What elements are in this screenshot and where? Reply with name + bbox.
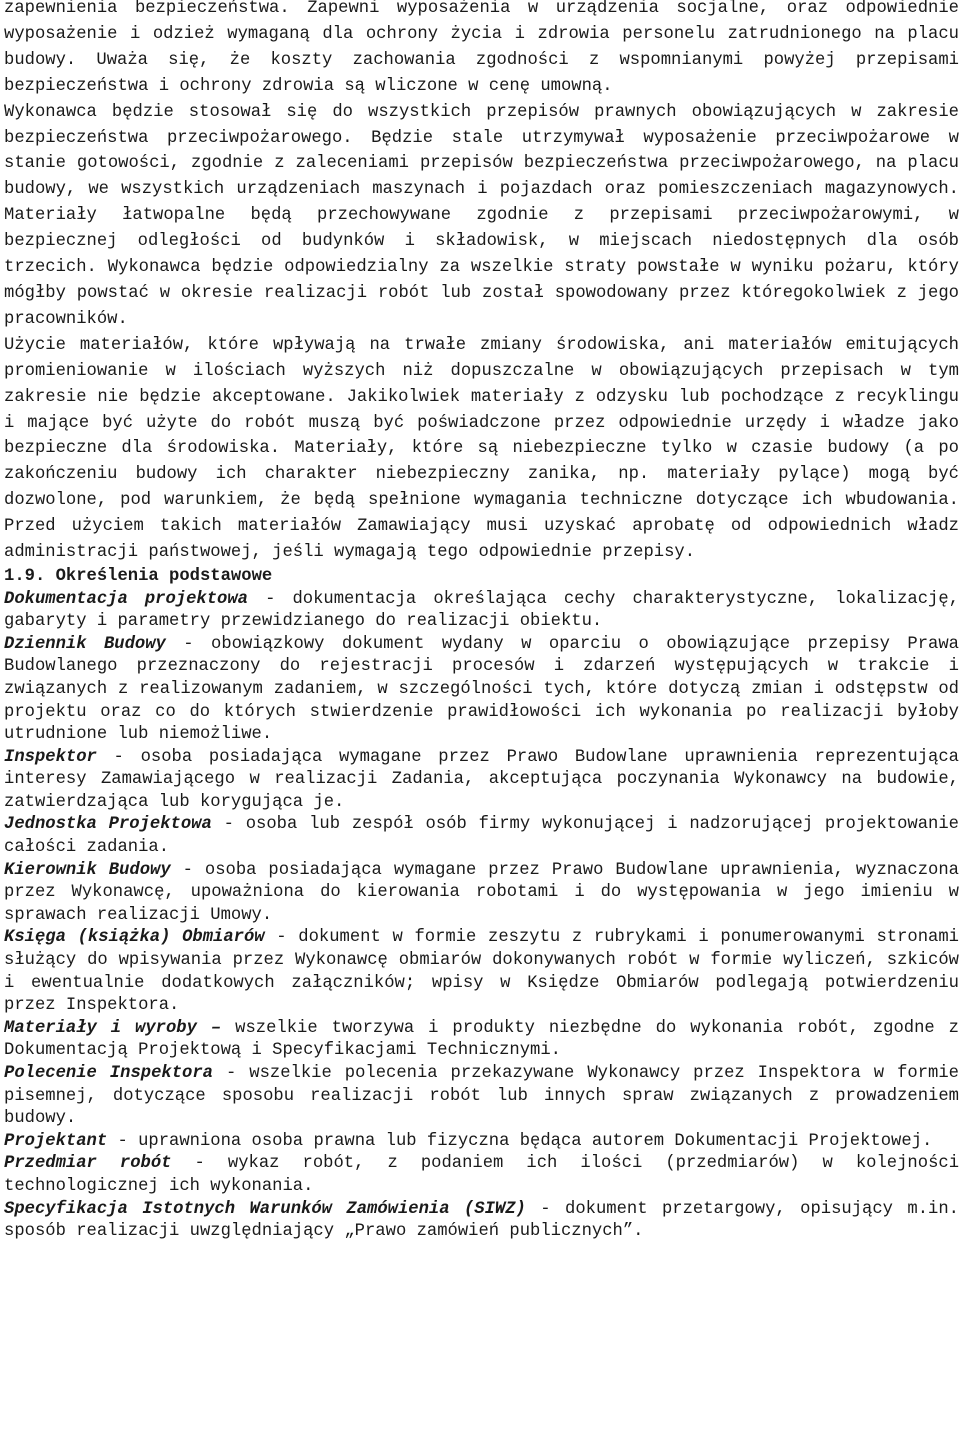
definition-inspektor (4, 747, 959, 815)
definition-text: - dokument przetargowy, opisujący m.in. sposób realizacji uwzględniający „Prawo zamówień publicznych”. (4, 1199, 959, 1242)
definition-ksiega (4, 927, 959, 1017)
paragraph-materials: Użycie materiałów, które wpływają na trwałe zmiany środowiska, ani materiałów emitujących promieniowanie w ilościach wyższych niż dopuszczalne w obowiązujących przepisach w tym zakresie nie będzie akceptowane. Jakikolwiek materiały z odzysku lub pochodzące z recyklingu i mające być użyte do robót muszą być poświadczone przez odpowiednie urzędy i władze jako bezpieczne dla środowiska. Materiały, które są niebezpieczne tylko w czasie budowy (a po zakończeniu budowy ich charakter niebezpieczny zanika, np. materiały pylące) mogą być dozwolone, pod warunkiem, że będą spełnione wymagania techniczne dotyczące ich wbudowania. Przed użyciem takich materiałów Zamawiający musi uzyskać aprobatę od odpowiednich władz administracji państwowej, jeśli wymagają tego odpowiednie przepisy. (4, 335, 959, 563)
definition-text: - obowiązkowy dokument wydany w oparciu o obowiązujące przepisy Prawa Budowlanego przeznaczony do rejestracji procesów i zdarzeń występujących w trakcie i związanych z realizowanym zadaniem, w szczególności tych, które dotyczą zmian i odstępstw od projektu oraz co do których stwierdzenie prawidłowości ich wykonania po realizacji byłoby utrudnione lub niemożliwe. (4, 634, 960, 745)
definition-term: Jednostka Projektowa (4, 815, 212, 835)
definition-siwz (4, 1199, 959, 1244)
definition-text: - osoba posiadająca wymagane przez Prawo Budowlane uprawnienia reprezentująca interesy Zamawiającego w realizacji Zadania, akceptująca poczynania Wykonawcy na budowie, zatwierdzająca lub korygująca je. (4, 747, 959, 812)
definition-text: - dokumentacja określająca cechy charakterystyczne, lokalizację, gabaryty i parametry przewidzianego do realizacji obiektu. (4, 589, 960, 632)
paragraph-fire-safety: Wykonawca będzie stosował się do wszystkich przepisów prawnych obowiązujących w zakresie bezpieczeństwa przeciwpożarowego. Będzie stale utrzymywał wyposażenie przeciwpożarowe w stanie gotowości, zgodnie z zaleceniami przepisów bezpieczeństwa przeciwpożarowego, na placu budowy, we wszystkich urządzeniach maszynach i pojazdach oraz pomieszczeniach magazynowych. Materiały łatwopalne będą przechowywane zgodnie z przepisami przeciwpożarowymi, w bezpiecznej odległości od budynków i składowisk, w miejscach niedostępnych dla osób trzecich. Wykonawca będzie odpowiedzialny za wszelkie straty powstałe w wyniku pożaru, który mógłby powstać w okresie realizacji robót lub został spowodowany przez któregokolwiek z jego pracowników. (4, 102, 959, 329)
definition-dokumentacja (4, 589, 959, 634)
definition-jednostka (4, 814, 959, 859)
definition-term: Kierownik Budowy (4, 860, 171, 880)
definition-text: - wykaz robót, z podaniem ich ilości (przedmiarów) w kolejności technologicznej ich wykonania. (4, 1154, 960, 1196)
definition-text: - osoba lub zespół osób firmy wykonującej i nadzorującej projektowanie całości zadania. (4, 815, 959, 858)
definition-text: - osoba posiadająca wymagane przez Prawo Budowlane uprawnienia, wyznaczona przez Wykonawcę, upoważniona do kierowania robotami i do występowania w jego imieniu w sprawach realizacji Umowy. (4, 860, 959, 925)
definition-kierownik (4, 860, 959, 928)
definition-term: Księga (książka) Obmiarów (4, 928, 265, 948)
document-page (4, 0, 959, 1244)
definition-term: Projektant (4, 1131, 108, 1151)
definition-term: Materiały i wyroby – (4, 1018, 222, 1038)
definition-dziennik (4, 634, 959, 747)
definition-term: Przedmiar robót (4, 1154, 172, 1174)
definition-term: Dokumentacja projektowa (4, 589, 248, 609)
definition-polecenie (4, 1063, 959, 1131)
definition-projektant (4, 1131, 959, 1154)
paragraph-safety-equipment: zapewnienia bezpieczeństwa. Zapewni wyposażenia w urządzenia socjalne, oraz odpowiednie wyposażenie i odzież wymaganą dla ochrony życia i zdrowia personelu zatrudnionego na placu budowy. Uważa się, że koszty zachowania zgodności z wspomnianymi powyżej przepisami bezpieczeństwa i ochrony zdrowia są wliczone w cenę umowną. (4, 0, 959, 96)
section-title: Określenia podstawowe (55, 566, 273, 586)
definition-materialy (4, 1018, 959, 1063)
definition-term: Polecenie Inspektora (4, 1064, 213, 1083)
definition-text: - wszelkie polecenia przekazywane Wykonawcy przez Inspektora w formie pisemnej, dotyczące sposobu realizacji robót lub innych spraw związanych z prowadzeniem budowy. (4, 1064, 959, 1129)
definition-text: - uprawniona osoba prawna lub fizyczna będąca autorem Dokumentacji Projektowej. (107, 1131, 933, 1151)
definition-term: Inspektor (4, 747, 97, 767)
definition-term: Dziennik Budowy (4, 634, 166, 654)
definition-text: wszelkie tworzywa i produkty niezbędne do wykonania robót, zgodne z Dokumentacją Projektową i Specyfikacjami Technicznymi. (4, 1018, 959, 1061)
definition-text: - dokument w formie zeszytu z rubrykami i ponumerowanymi stronami służący do wpisywania przez Wykonawcę obmiarów dokonywanych robót w formie wyliczeń, szkiców i ewentualnie dodatkowych załączników; wpisy w Księdze Obmiarów podlegają potwierdzeniu przez Inspektora. (4, 928, 959, 1016)
section-heading (4, 566, 959, 589)
section-number: 1.9. (4, 566, 46, 586)
definition-przedmiar (4, 1153, 959, 1198)
definition-term: Specyfikacja Istotnych Warunków Zamówienia (SIWZ) (4, 1199, 526, 1219)
